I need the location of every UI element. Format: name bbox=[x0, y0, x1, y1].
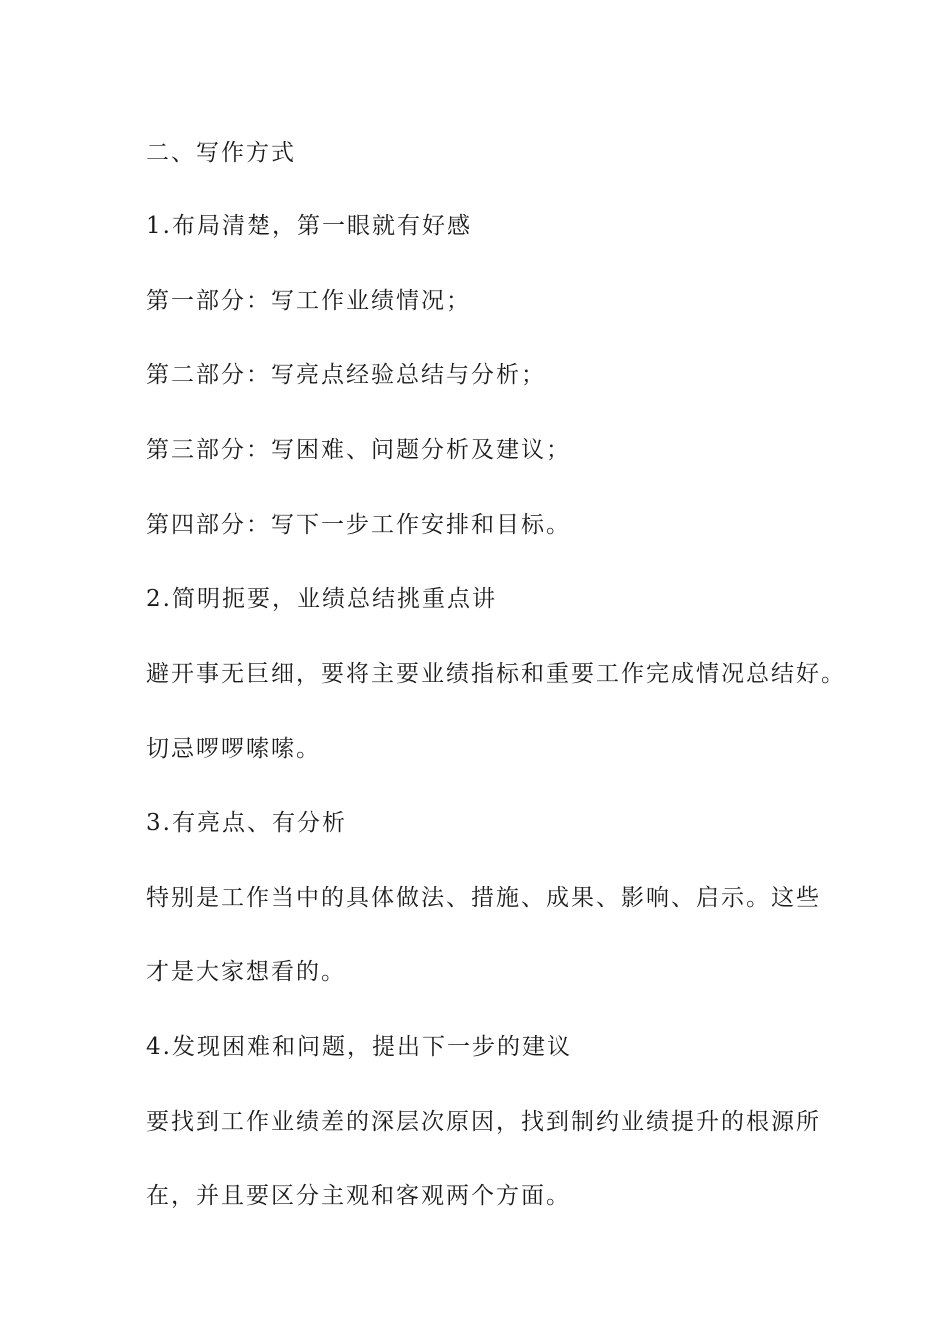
item3-heading: 3.有亮点、有分析 bbox=[146, 810, 347, 836]
item1-heading: 1.布局清楚，第一眼就有好感 bbox=[146, 213, 472, 239]
item2-body-line1: 避开事无巨细，要将主要业绩指标和重要工作完成情况总结好。 bbox=[146, 661, 846, 687]
item4-body-line1: 要找到工作业绩差的深层次原因，找到制约业绩提升的根源所 bbox=[146, 1109, 821, 1135]
item4-body-line2: 在，并且要区分主观和客观两个方面。 bbox=[146, 1183, 571, 1209]
item3-body-line1: 特别是工作当中的具体做法、措施、成果、影响、启示。这些 bbox=[146, 885, 821, 911]
item3-body-line2: 才是大家想看的。 bbox=[146, 959, 346, 985]
part3-text: 第三部分：写困难、问题分析及建议； bbox=[146, 437, 571, 463]
part2-text: 第二部分：写亮点经验总结与分析； bbox=[146, 362, 546, 388]
item2-heading: 2.简明扼要，业绩总结挑重点讲 bbox=[146, 586, 497, 612]
item4-heading: 4.发现困难和问题，提出下一步的建议 bbox=[146, 1034, 572, 1060]
part4-text: 第四部分：写下一步工作安排和目标。 bbox=[146, 512, 571, 538]
part1-text: 第一部分：写工作业绩情况； bbox=[146, 288, 471, 314]
item2-body-line2: 切忌啰啰嗦嗦。 bbox=[146, 736, 321, 762]
section-heading: 二、写作方式 bbox=[146, 140, 296, 166]
